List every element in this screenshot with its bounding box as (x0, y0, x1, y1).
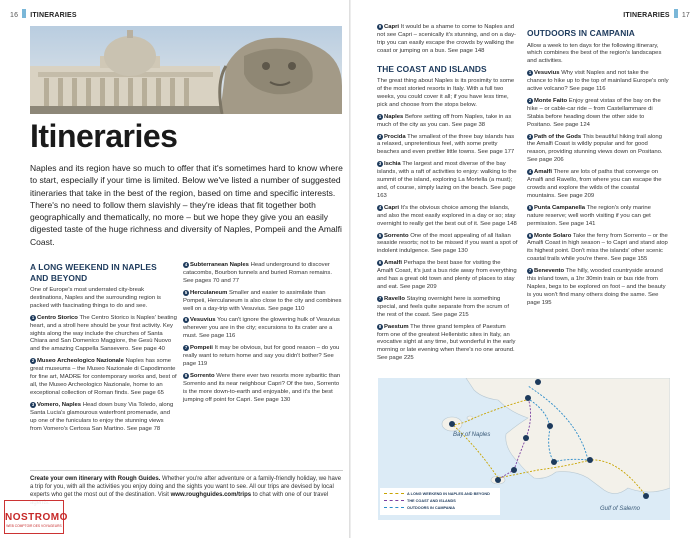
number-badge: 6 (528, 232, 532, 238)
list-item (377, 324, 518, 364)
map-label-gulf: Gulf of Salerno (600, 506, 641, 512)
page-gutter (349, 0, 351, 538)
list-item (377, 205, 518, 229)
item-text: You can't ignore the glowering hulk of Vesuvius wherever you are in the city; excursions to its crater are a must. See page 116 (183, 317, 340, 340)
item-name: Vesuvius (534, 70, 560, 77)
list-item (377, 24, 518, 56)
item-text: Before setting off from Naples, take in as much of the city as you can. See page 38 (377, 113, 512, 128)
item-text: Staying overnight here is something special, and feels quite separate from the scrum of the rest of the coast. See page 215 (377, 295, 509, 318)
column-2 (183, 262, 343, 409)
list-item (377, 134, 518, 158)
number-badge: 4 (184, 262, 188, 267)
list-item (183, 262, 343, 286)
item-name: Centro Storico (37, 314, 78, 321)
list-item (377, 233, 518, 257)
item-text: Head down busy Via Toledo, along Santa Lucia's glamourous waterfront promenade, and up one of the funiculars to enjoy the stunning views from Vomero's Certosa San Martino. See page 78 (30, 401, 174, 432)
item-name: Pompeii (190, 345, 213, 352)
promo-heading: Create your own itinerary with Rough Guides. (30, 476, 161, 482)
item-text: The hilly, wooded countryside around this inland town, a 1hr 30min train or bus ride from Naples, begs to be explored on foot – and the beauty is you won't find many others doing the same. See page 195 (527, 268, 666, 306)
item-text: This beautiful hiking trail along the Amalfi Coast is wildly popular and for good reason, providing stunning views down on Positano. See page 206 (527, 133, 663, 164)
item-name: Paestum (384, 323, 409, 330)
item-text: Take the ferry from Sorrento – or the Amalfi Coast in high season – to Capri and stand atop its highest point. Don't miss the islands' other scenic coastal trails while you're there. See page 155 (527, 232, 668, 263)
list-item (30, 358, 177, 398)
legend-swatch (384, 493, 404, 494)
item-name: Subterranean Naples (190, 262, 249, 268)
section-heading-outdoors: OUTDOORS IN CAMPANIA (527, 28, 635, 38)
item-name: Procida (384, 133, 406, 140)
watermark-tagline: WEB COMPTOIR DES VOYAGEURS (6, 524, 62, 528)
page-number-right: 17 (681, 12, 690, 19)
number-badge: 5 (184, 289, 188, 295)
item-name: Sorrento (190, 372, 215, 379)
number-badge: 2 (31, 358, 35, 364)
accent-bar (22, 9, 26, 18)
item-name: Capri (384, 24, 400, 30)
number-badge: 4 (378, 204, 382, 210)
number-badge: 6 (184, 317, 188, 323)
page-title: Itineraries (30, 118, 178, 154)
legend-label: A LONG WEEKEND IN NAPLES AND BEYOND (407, 492, 490, 496)
lion-statue-image (30, 26, 342, 114)
list-item (30, 315, 177, 355)
list-item (377, 161, 518, 201)
list-item (527, 169, 669, 201)
intro-paragraph: Naples and its region have so much to offer that it's sometimes hard to know where to start, especially if your time is limited. Below we've listed a number of suggested itineraries that take in the best of the region, based on time and specific interests. There's no need to follow them slavishly – they're ideas that fit together both geographically and thematically, no more – but we hope they give you an easily digested taste of the huge richness and diversity of Naples, Pompeii and the Amalfi Coast. (30, 163, 343, 247)
number-badge: 5 (528, 204, 532, 210)
list-item (527, 233, 669, 265)
number-badge: 1 (528, 70, 532, 76)
list-item (377, 260, 518, 292)
number-badge: 2 (378, 133, 382, 139)
weekend-intro: One of Europe's most underrated city-break destinations, Naples and the surrounding region is packed with fascinating things to do and see. (30, 287, 161, 309)
coast-intro: The great thing about Naples is its proximity to some of the most storied resorts in Italy. With a full two weeks, you could cover it all; if you have less time, pick and choose from the stops below. (377, 78, 515, 108)
section-heading-coast: THE COAST AND ISLANDS (377, 63, 487, 74)
outdoors-intro: Allow a week to ten days for the following itinerary, which combines the best of the region's landscapes and activities. (527, 42, 662, 65)
number-badge: 8 (184, 372, 188, 378)
number-badge: 4 (528, 169, 532, 175)
item-name: Punta Campanella (534, 204, 586, 211)
item-name: Amalfi (384, 260, 403, 267)
promo-box (30, 470, 343, 515)
list-item (527, 268, 669, 308)
item-text: Were there ever two resorts more sybaritic than Sorrento and its near neighbour Capri? Of the two, Sorrento is the more down-to-earth and enjoyable, and it's the best jumping off point for Capri. See page 130 (183, 372, 341, 403)
item-text: It may be obvious, but for good reason – do you really want to return home and say you didn't bother? See page 119 (183, 345, 340, 367)
promo-text-end: to chat with one of our travel (252, 492, 329, 498)
list-item (183, 373, 343, 405)
watermark-logo (4, 500, 68, 534)
running-head-title-right: ITINERARIES (623, 12, 670, 19)
column-4 (527, 24, 669, 312)
item-text: One of the most appealing of all Italian seaside resorts; not to be missed if you want a spot of indolent indulgence. See page 130 (377, 232, 518, 255)
item-name: Naples (384, 113, 404, 120)
list-item (183, 290, 343, 314)
number-badge: 7 (378, 295, 382, 301)
list-item (527, 98, 669, 130)
running-head-right (623, 9, 690, 19)
page-number-left: 16 (10, 12, 19, 19)
item-text: There are lots of paths that converge on Amalfi and Ravello, from where you can escape the crowds and explore the wilds of the coastal mountains. See page 209 (527, 169, 662, 199)
list-item (527, 205, 669, 229)
accent-bar (674, 9, 678, 18)
item-name: Ischia (384, 161, 401, 168)
promo-text: Whether you're after adventure or a family-friendly holiday, we have a trip for you, with all the activities you enjoy doing and the sights you want to see. All our trips are devised by local experts who get the most out of the destination. Visit (30, 476, 342, 498)
item-text: Why visit Naples and not take the chance to hike up to the top of mainland Europe's only active volcano? See page 116 (527, 70, 669, 93)
section-heading-weekend: A LONG WEEKEND IN NAPLES AND BEYOND (30, 262, 157, 283)
number-badge: 1 (378, 113, 382, 119)
item-text: Smaller and easier to assimilate than Pompeii, Herculaneum is also close to the city and combines well on a day-trip with Vesuvius. See page 110 (183, 289, 342, 312)
number-badge: 7 (184, 345, 188, 351)
legend-swatch (384, 507, 404, 508)
number-badge: 8 (378, 323, 382, 329)
list-item (527, 134, 669, 166)
legend-label: THE COAST AND ISLANDS (407, 499, 456, 503)
item-text: Enjoy great vistas of the bay on the hike – or cable-car ride – from Castellammare di Stabia before heading down the other side to Positano. See page 124 (527, 97, 661, 128)
number-badge: 5 (378, 232, 382, 238)
item-text: It's the obvious choice among the islands, and also the most easily explored in a day or so; stay overnight to really get the best out of it. See page 148 (377, 204, 517, 227)
map-label-bay: Bay of Naples (453, 432, 491, 438)
map-legend (380, 488, 500, 515)
number-badge: 3 (31, 401, 35, 407)
number-badge: 3 (378, 161, 382, 167)
list-item (377, 296, 518, 320)
legend-swatch (384, 500, 404, 501)
item-text: It would be a shame to come to Naples and not see Capri – scenically it's stunning, and on a day-trip you can easily escape the crowds by walking the coast or jumping on a bus. See page 148 (377, 24, 516, 54)
legend-item (384, 498, 496, 505)
running-head-title-left: ITINERARIES (30, 12, 77, 19)
list-item (183, 317, 343, 341)
number-badge: 6 (378, 260, 382, 266)
running-head-left (10, 9, 77, 19)
item-name: Path of the Gods (534, 133, 582, 140)
number-badge: 9 (378, 24, 382, 29)
list-item (183, 345, 343, 369)
item-name: Monte Faito (534, 97, 568, 104)
item-name: Herculaneum (190, 289, 228, 296)
list-item (527, 70, 669, 94)
item-text: Head underground to discover catacombs, Bourbon tunnels and buried Roman remains. See pages 70 and 77 (183, 262, 332, 284)
number-badge: 3 (528, 133, 532, 139)
number-badge: 7 (528, 268, 532, 274)
item-name: Vesuvius (190, 317, 216, 324)
number-badge: 1 (31, 314, 35, 320)
item-text: The three grand temples of Paestum form one of the greatest Hellenistic sites in Italy, an evocative sight at any time, but wonderful in the early morning or late evening when there's no one around. See page 225 (377, 323, 516, 362)
legend-item (384, 505, 496, 512)
item-name: Ravello (384, 295, 405, 302)
item-name: Amalfi (534, 169, 553, 176)
item-name: Sorrento (384, 232, 409, 239)
list-item (377, 114, 518, 130)
item-text: Perhaps the best base for visiting the Amalfi Coast, it's just a bus ride away from everything and has a great old town and plenty of places to stay and eat. See page 209 (377, 260, 517, 290)
item-text: The smallest of the three bay islands has a relaxed, unpretentious feel, with some pretty beaches and even prettier little towns. See page 177 (377, 133, 515, 156)
item-name: Benevento (534, 268, 565, 275)
item-text: The Centro Storico is Naples' beating heart, and a stroll here should be your first activity. Key sights along the way include the churches of Santa Chiara and San Domenico Maggiore, the Gesù Nuovo and the amazing Cappella Sansevero. See page 40 (30, 314, 177, 353)
item-text: Naples has some great museums – the Museo Nazionale di Capodimonte for fine art, MADRE for contemporary works and, best of all, the Museo Archeologico Nazionale, home to an exceptional collection of Roman finds. See page 65 (30, 358, 177, 396)
item-text: The largest and most diverse of the bay islands, with a raft of activities to enjoy: walking to the summit of the island, exploring La Mortella (a must); and, of course, simply lazing on the beach. See page 163 (377, 161, 517, 199)
item-text: The region's only marine nature reserve; well worth visiting if you can get permission. See page 141 (527, 204, 651, 227)
item-name: Capri (384, 204, 400, 211)
legend-label: OUTDOORS IN CAMPANIA (407, 506, 456, 510)
watermark-name: NOSTROMO (5, 512, 68, 523)
list-item (30, 402, 177, 434)
promo-link[interactable]: www.roughguides.com/trips (170, 492, 252, 498)
item-name: Museo Archeologico Nazionale (37, 358, 124, 365)
number-badge: 2 (528, 97, 532, 103)
legend-item (384, 491, 496, 498)
item-name: Vomero, Naples (37, 401, 82, 408)
column-3 (377, 24, 518, 367)
hero-photo (30, 26, 342, 114)
column-1 (30, 262, 177, 437)
item-name: Monte Solaro (534, 232, 572, 239)
